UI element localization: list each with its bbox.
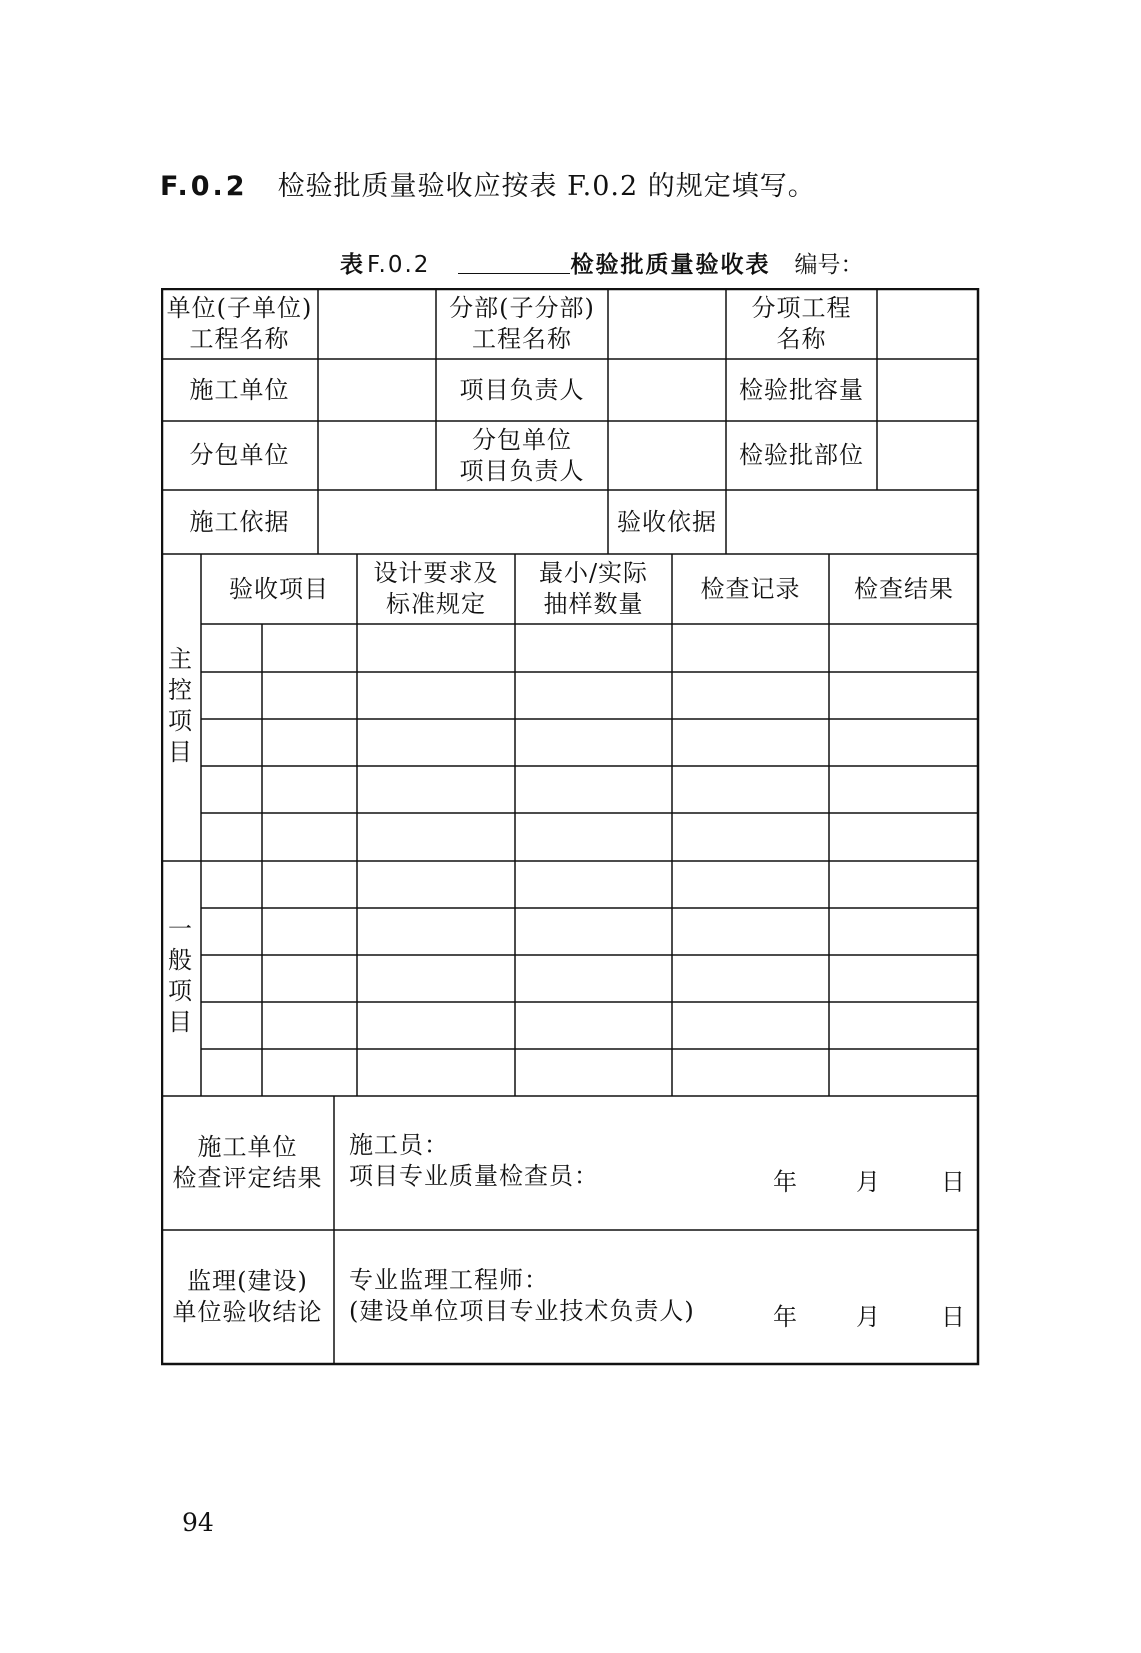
acceptance-basis-label: 验收依据 — [617, 507, 717, 536]
subcontract-project-leader-label: 分包单位 项目负责人 — [459, 425, 585, 485]
group-label-general: 一般项目 — [168, 915, 192, 1036]
construction-basis-label: 施工依据 — [189, 507, 290, 536]
batch-capacity-field[interactable] — [877, 359, 979, 421]
construction-month-label: 月 — [856, 1168, 880, 1196]
clause-number: F.0.2 — [160, 171, 248, 202]
acceptance-basis-field[interactable] — [726, 490, 979, 554]
project-leader-field[interactable] — [608, 359, 726, 421]
division-project-name-field[interactable] — [608, 288, 726, 359]
construction-unit-label: 施工单位 — [189, 375, 290, 404]
constructor-signature-label: 施工员： — [349, 1131, 449, 1159]
batch-location-field[interactable] — [877, 421, 979, 490]
subcontract-project-leader-field[interactable] — [608, 421, 726, 490]
division-project-name-label: 分部(子分部) 工程名称 — [449, 293, 595, 353]
table-caption — [340, 246, 863, 279]
construction-basis-field[interactable] — [318, 490, 608, 554]
supervision-conclusion-label: 监理(建设) 单位验收结论 — [172, 1267, 323, 1326]
table-label: 表 — [340, 252, 363, 278]
subitem-project-name-label: 分项工程 名称 — [751, 293, 852, 353]
subitem-project-name-field[interactable] — [877, 288, 979, 359]
construction-day-label: 日 — [941, 1168, 965, 1196]
table-number: F.0.2 — [367, 252, 431, 278]
table-title: 检验批质量验收表 — [570, 252, 771, 278]
subcontract-unit-label: 分包单位 — [189, 441, 290, 469]
clause-text: 检验批质量验收应按表 F.0.2 的规定填写。 — [277, 171, 816, 202]
acceptance-form — [161, 288, 981, 1368]
column-header-result: 检查结果 — [854, 574, 954, 603]
unit-project-name-field[interactable] — [318, 288, 436, 359]
unit-project-name-label: 单位(子单位) 工程名称 — [166, 293, 313, 353]
supervision-month-label: 月 — [856, 1303, 880, 1331]
column-header-record: 检查记录 — [700, 574, 801, 603]
project-leader-label: 项目负责人 — [459, 375, 585, 404]
page-number: 94 — [182, 1508, 214, 1537]
serial-number-label: 编号： — [794, 252, 864, 278]
column-header-item: 验收项目 — [229, 574, 329, 603]
name-blank-line[interactable] — [458, 253, 570, 274]
owner-technical-leader-signature-label: (建设单位项目专业技术负责人) — [349, 1297, 695, 1325]
supervision-year-label: 年 — [773, 1303, 797, 1331]
batch-capacity-label: 检验批容量 — [739, 375, 864, 404]
subcontract-unit-field[interactable] — [318, 421, 436, 490]
construction-year-label: 年 — [773, 1168, 797, 1196]
clause-heading — [160, 164, 816, 203]
column-header-design-requirement: 设计要求及 标准规定 — [373, 559, 499, 618]
quality-inspector-signature-label: 项目专业质量检查员： — [349, 1162, 599, 1190]
supervising-engineer-signature-label: 专业监理工程师： — [349, 1266, 549, 1294]
supervision-day-label: 日 — [941, 1303, 965, 1331]
construction-result-label: 施工单位 检查评定结果 — [172, 1133, 323, 1192]
batch-location-label: 检验批部位 — [739, 441, 864, 469]
construction-unit-field[interactable] — [318, 359, 436, 421]
column-header-sampling: 最小/实际 抽样数量 — [538, 559, 649, 618]
group-label-main-control: 主控项目 — [168, 645, 192, 766]
